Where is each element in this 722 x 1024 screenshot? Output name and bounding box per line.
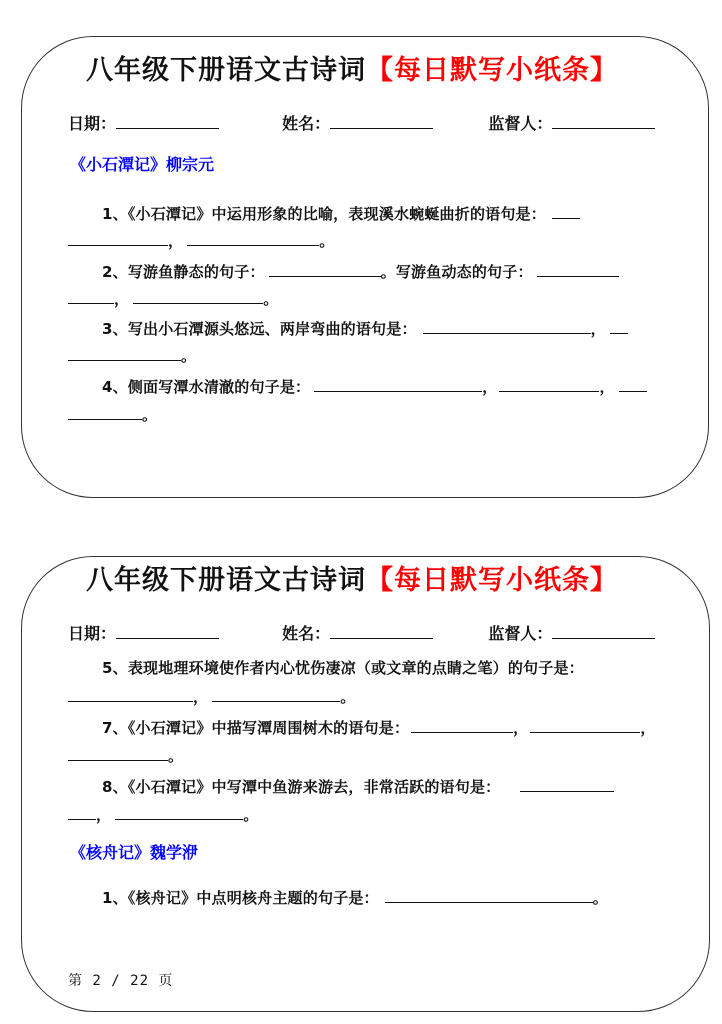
title-highlight: 【每日默写小纸条】 bbox=[366, 565, 618, 596]
date-field[interactable] bbox=[116, 624, 219, 639]
answer-blank[interactable] bbox=[314, 376, 482, 392]
answer-blank[interactable] bbox=[411, 717, 513, 733]
question-7-text: 7、《小石潭记》中描写潭周围树木的语句是： bbox=[102, 719, 410, 737]
question-1 bbox=[102, 203, 580, 224]
question-5-cont bbox=[68, 686, 355, 707]
period: 。 bbox=[592, 889, 608, 907]
answer-blank[interactable] bbox=[537, 261, 619, 277]
date-label: 日期： bbox=[68, 624, 117, 643]
comma: ， bbox=[114, 290, 130, 308]
comma: ， bbox=[96, 806, 112, 824]
answer-blank[interactable] bbox=[520, 776, 614, 792]
period: 。 bbox=[181, 347, 197, 365]
question-3-cont bbox=[68, 345, 196, 366]
section-title-hezhouji: 《核舟记》魏学洢 bbox=[70, 843, 199, 862]
period: 。 bbox=[340, 688, 356, 706]
card-1-title bbox=[86, 54, 618, 88]
answer-blank[interactable] bbox=[619, 376, 647, 392]
title-main: 八年级下册语文古诗词 bbox=[86, 565, 366, 596]
comma: ， bbox=[590, 320, 606, 338]
question-3-text: 3、写出小石潭源头悠远、两岸弯曲的语句是： bbox=[102, 320, 417, 338]
answer-blank[interactable] bbox=[187, 230, 319, 246]
period: 。 bbox=[168, 747, 184, 765]
comma: ， bbox=[193, 688, 209, 706]
question-5 bbox=[102, 658, 584, 678]
card-2-title bbox=[86, 564, 618, 598]
question-8-text: 8、《小石潭记》中写潭中鱼游来游去，非常活跃的语句是： bbox=[102, 778, 501, 796]
section-title-xiaoshitanji: 《小石潭记》柳宗元 bbox=[70, 155, 215, 174]
answer-blank[interactable] bbox=[212, 686, 340, 702]
answer-blank[interactable] bbox=[499, 376, 599, 392]
card-2-fields-row bbox=[68, 624, 655, 644]
card-1-fields-row bbox=[68, 114, 655, 134]
question-8-cont bbox=[68, 804, 258, 825]
answer-blank[interactable] bbox=[610, 318, 628, 334]
answer-blank[interactable] bbox=[68, 230, 168, 246]
answer-blank[interactable] bbox=[68, 404, 142, 420]
answer-blank[interactable] bbox=[530, 717, 640, 733]
comma: ， bbox=[513, 719, 529, 737]
comma: ， bbox=[640, 719, 656, 737]
question-4 bbox=[102, 376, 647, 397]
hezhouji-question-1-text: 1、《核舟记》中点明核舟主题的句子是： bbox=[102, 889, 379, 907]
question-7 bbox=[102, 717, 656, 738]
answer-blank[interactable] bbox=[115, 804, 243, 820]
comma: ， bbox=[599, 378, 615, 396]
question-4-text: 4、侧面写潭水清澈的句子是： bbox=[102, 378, 311, 396]
question-7-cont bbox=[68, 745, 183, 766]
question-2-text: 2、写游鱼静态的句子： bbox=[102, 263, 265, 281]
question-1-cont bbox=[68, 230, 334, 251]
date-field[interactable] bbox=[116, 114, 219, 129]
name-field[interactable] bbox=[330, 624, 433, 639]
supervisor-field[interactable] bbox=[552, 624, 655, 639]
question-3 bbox=[102, 318, 628, 339]
question-2-text-b: 。写游鱼动态的句子： bbox=[380, 263, 533, 281]
comma: ， bbox=[168, 232, 184, 250]
supervisor-label: 监督人： bbox=[488, 114, 553, 133]
question-2 bbox=[102, 261, 619, 282]
title-highlight: 【每日默写小纸条】 bbox=[366, 55, 618, 86]
answer-blank[interactable] bbox=[552, 203, 580, 219]
answer-blank[interactable] bbox=[68, 686, 193, 702]
question-4-cont bbox=[68, 404, 157, 425]
page-number: 第 2 / 22 页 bbox=[68, 973, 174, 989]
period: 。 bbox=[319, 232, 335, 250]
supervisor-field[interactable] bbox=[552, 114, 655, 129]
answer-blank[interactable] bbox=[423, 318, 591, 334]
answer-blank[interactable] bbox=[68, 288, 114, 304]
question-8 bbox=[102, 776, 614, 797]
title-main: 八年级下册语文古诗词 bbox=[86, 55, 366, 86]
comma: ， bbox=[482, 378, 498, 396]
date-label: 日期： bbox=[68, 114, 117, 133]
answer-blank[interactable] bbox=[68, 745, 168, 761]
name-label: 姓名： bbox=[282, 624, 331, 643]
answer-blank[interactable] bbox=[385, 887, 593, 903]
name-label: 姓名： bbox=[282, 114, 331, 133]
name-field[interactable] bbox=[330, 114, 433, 129]
answer-blank[interactable] bbox=[68, 804, 96, 820]
period: 。 bbox=[263, 290, 279, 308]
question-2-cont bbox=[68, 288, 278, 309]
question-5-text: 5、表现地理环境使作者内心忧伤凄凉（或文章的点睛之笔）的句子是： bbox=[102, 659, 584, 677]
answer-blank[interactable] bbox=[269, 261, 381, 277]
answer-blank[interactable] bbox=[133, 288, 263, 304]
period: 。 bbox=[142, 406, 158, 424]
hezhouji-question-1 bbox=[102, 887, 608, 908]
supervisor-label: 监督人： bbox=[488, 624, 553, 643]
question-1-text: 1、《小石潭记》中运用形象的比喻，表现溪水蜿蜒曲折的语句是： bbox=[102, 205, 546, 223]
answer-blank[interactable] bbox=[68, 345, 181, 361]
period: 。 bbox=[243, 806, 259, 824]
